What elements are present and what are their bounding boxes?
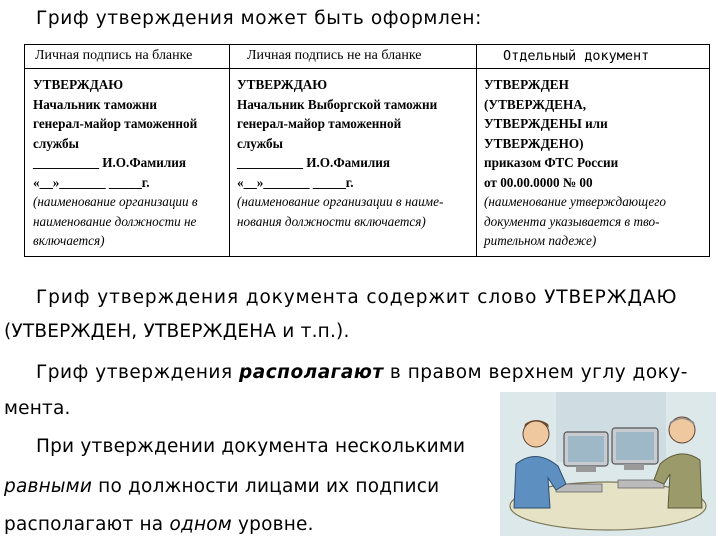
clipart-screen-right bbox=[616, 432, 654, 460]
table-divider bbox=[229, 45, 230, 256]
column-line: от 00.00.0000 № 00 bbox=[484, 174, 593, 190]
column-line: службы bbox=[237, 135, 283, 151]
column-note-line: нования должности включается) bbox=[237, 213, 426, 229]
column-line: __________ И.О.Фамилия bbox=[33, 155, 186, 170]
column-line: «__»_______ _____г. bbox=[33, 174, 150, 190]
column-line: службы bbox=[33, 135, 79, 151]
paragraph-line: (УТВЕРЖДЕН, УТВЕРЖДЕНА и т.п.). bbox=[4, 321, 350, 342]
paragraph-text: по должности лицами их подписи bbox=[92, 476, 440, 497]
paragraph-line bbox=[4, 476, 439, 497]
paragraph-line bbox=[36, 362, 688, 383]
column-note-line: (наименование организации в наиме- bbox=[237, 194, 444, 209]
column-note-line: документа указывается в тво- bbox=[484, 213, 660, 229]
column-line: УТВЕРЖДАЮ bbox=[33, 77, 124, 92]
table-header-cell: Личная подпись на бланке bbox=[35, 48, 193, 63]
approval-stamp-table bbox=[24, 44, 710, 257]
paragraph-text: в правом верхнем углу доку- bbox=[383, 362, 688, 383]
column-line: Начальник таможни bbox=[33, 96, 157, 112]
paragraph-line bbox=[4, 514, 314, 535]
paragraph-line: Гриф утверждения документа содержит слово УТВЕРЖДАЮ bbox=[36, 287, 678, 308]
column-line: «__»_______ _____г. bbox=[237, 174, 354, 190]
column-line: __________ И.О.Фамилия bbox=[237, 155, 390, 170]
paragraph-text: располагают на bbox=[4, 514, 170, 535]
table-column-signature-not-on-blank bbox=[237, 75, 475, 231]
table-header-divider bbox=[25, 68, 709, 69]
column-line: УТВЕРЖДАЮ bbox=[237, 77, 328, 92]
two-people-at-computers-clipart bbox=[496, 388, 720, 540]
column-note-line: рительном падеже) bbox=[484, 233, 597, 248]
emphasis-text: одном bbox=[169, 514, 232, 535]
emphasis-text: располагают bbox=[238, 362, 384, 383]
column-line: приказом ФТС России bbox=[484, 155, 619, 170]
column-note-line: включается) bbox=[33, 233, 105, 248]
clipart-stand-right bbox=[624, 464, 644, 470]
paragraph-line: мента. bbox=[4, 398, 71, 419]
column-line: Начальник Выборгской таможни bbox=[237, 96, 438, 112]
paragraph-text: уровне. bbox=[231, 514, 314, 535]
column-line: генерал-майор таможенной bbox=[33, 116, 198, 131]
table-divider bbox=[476, 45, 477, 256]
column-note-line: (наименование организации в bbox=[33, 194, 198, 209]
table-header-cell: Отдельный документ bbox=[503, 48, 650, 64]
table-header-cell: Личная подпись не на бланке bbox=[247, 48, 422, 63]
column-note-line: наименование должности не bbox=[33, 213, 197, 229]
column-line: УТВЕРЖДЕНО) bbox=[484, 135, 584, 151]
column-note-line: (наименование утверждающего bbox=[484, 194, 666, 209]
table-column-signature-on-blank bbox=[33, 75, 227, 251]
table-column-separate-document bbox=[484, 75, 708, 251]
column-line: (УТВЕРЖДЕНА, bbox=[484, 96, 587, 112]
clipart-screen-left bbox=[568, 436, 604, 462]
column-line: УТВЕРЖДЕН bbox=[484, 77, 569, 92]
column-line: УТВЕРЖДЕНЫ или bbox=[484, 116, 608, 131]
clipart-stand-left bbox=[576, 466, 596, 472]
paragraph-text: Гриф утверждения bbox=[36, 362, 239, 383]
page-heading: Гриф утверждения может быть оформлен: bbox=[36, 8, 482, 29]
column-line: генерал-майор таможенной bbox=[237, 116, 402, 131]
paragraph-line: При утверждении документа несколькими bbox=[36, 436, 466, 457]
emphasis-text: равными bbox=[4, 476, 93, 497]
